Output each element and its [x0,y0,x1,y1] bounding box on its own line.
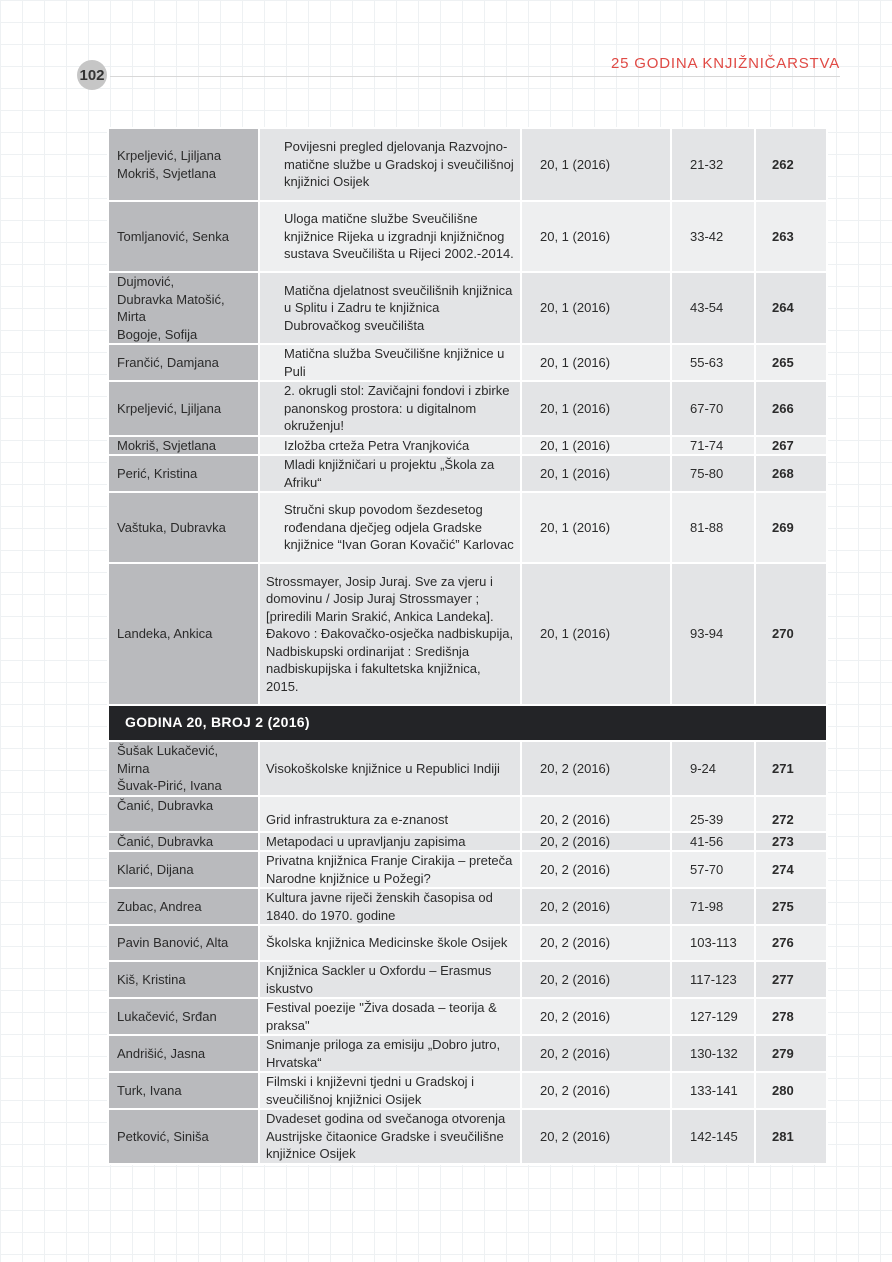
pages-cell: 127-129 [671,998,755,1035]
issue-cell: 20, 1 (2016) [521,455,671,492]
entry-number-cell: 269 [755,492,827,563]
title-cell: Visokoškolske knjižnice u Republici Indiji [259,741,521,796]
author-text: Perić, Kristina [117,465,198,481]
entry-number-cell: 265 [755,344,827,381]
entry-number-cell: 270 [755,563,827,705]
entry-number-cell: 266 [755,381,827,436]
author-text: Andrišić, Jasna [117,1045,206,1061]
issue-cell: 20, 1 (2016) [521,492,671,563]
section-heading-row [108,705,827,741]
author-text: Pavin Banović, Alta [117,935,229,951]
table-row [108,741,827,796]
issue-cell: 20, 2 (2016) [521,1035,671,1072]
author-cell [108,925,259,961]
author-text: Krpeljević, Ljiljana Mokriš, Svjetlana [117,148,222,181]
author-cell [108,961,259,998]
author-text: Klarić, Dijana [117,861,194,877]
pages-cell: 67-70 [671,381,755,436]
table-row [108,381,827,436]
title-cell: Izložba crteža Petra Vranjkovića [259,436,521,456]
table-row [108,272,827,344]
entry-number-cell: 267 [755,436,827,456]
bibliography-table [107,127,828,1165]
author-cell [108,128,259,201]
pages-cell: 93-94 [671,563,755,705]
table-row [108,1072,827,1109]
issue-cell: 20, 2 (2016) [521,888,671,925]
pages-cell: 33-42 [671,201,755,272]
author-cell [108,381,259,436]
table-row [108,436,827,456]
entry-number-cell: 281 [755,1109,827,1164]
entry-number-cell: 275 [755,888,827,925]
table-row [108,1035,827,1072]
author-cell [108,455,259,492]
title-cell: Metapodaci u upravljanju zapisima [259,832,521,852]
title-cell [259,563,521,705]
issue-cell: 20, 2 (2016) [521,998,671,1035]
pages-cell: 130-132 [671,1035,755,1072]
author-text: Frančić, Damjana [117,354,219,370]
pages-cell: 25-39 [671,796,755,832]
author-cell [108,492,259,563]
pages-cell: 55-63 [671,344,755,381]
author-cell [108,1109,259,1164]
pages-cell: 71-74 [671,436,755,456]
issue-cell: 20, 1 (2016) [521,201,671,272]
author-cell [108,851,259,888]
author-text: Mokriš, Svjetlana [117,437,216,453]
author-cell [108,563,259,705]
entry-number-cell: 264 [755,272,827,344]
author-text: Turk, Ivana [117,1082,182,1098]
issue-cell: 20, 2 (2016) [521,851,671,888]
entry-number-cell: 274 [755,851,827,888]
title-cell: Školska knjižnica Medicinske škole Osijek [259,925,521,961]
entry-number-cell: 262 [755,128,827,201]
author-text: Čanić, Dubravka [117,797,214,813]
author-cell [108,344,259,381]
pages-cell: 43-54 [671,272,755,344]
title-cell: Mladi knjižničari u projektu „Škola za Afriku“ [259,455,521,492]
author-cell [108,888,259,925]
entry-number-cell: 271 [755,741,827,796]
title-text: Strossmayer, Josip Juraj. Sve za vjeru i domovinu / Josip Juraj Strossmayer ; [priredili Marin Srakić, Ankica Landeka]. Đakovo : Đakovačko-osječka nadbiskupija, Nadbiskupski ordinarijat : Središnja nadbiskupijska i fakultetska knjižnica, 2015. [266,573,514,694]
table-row [108,563,827,705]
table-row [108,998,827,1035]
author-cell [108,998,259,1035]
author-cell [108,741,259,796]
entry-number-cell: 263 [755,201,827,272]
section-heading: GODINA 20, BROJ 2 (2016) [108,705,827,741]
issue-cell: 20, 2 (2016) [521,796,671,832]
author-text: Vaštuka, Dubravka [117,519,226,535]
author-text: Dujmović, Dubravka Matošić, Mirta Bogoje, Sofija [117,274,225,342]
table-row [108,492,827,563]
author-text: Tomljanović, Senka [117,228,229,244]
table-row [108,1109,827,1164]
table-row [108,851,827,888]
issue-cell: 20, 1 (2016) [521,436,671,456]
issue-cell: 20, 1 (2016) [521,128,671,201]
title-cell: Dvadeset godina od svečanoga otvorenja Austrijske čitaonice Gradske i sveučilišne knjižnice Osijek [259,1109,521,1164]
page-number-badge: 102 [77,60,107,90]
author-cell [108,1072,259,1109]
pages-cell: 133-141 [671,1072,755,1109]
pages-cell: 81-88 [671,492,755,563]
pages-cell: 71-98 [671,888,755,925]
title-cell: Privatna knjižnica Franje Cirakija – preteča Narodne knjižnice u Požegi? [259,851,521,888]
author-cell [108,796,259,832]
pages-cell: 142-145 [671,1109,755,1164]
table-row [108,961,827,998]
issue-cell: 20, 1 (2016) [521,563,671,705]
author-text: Lukačević, Srđan [117,1008,217,1024]
title-cell: Snimanje priloga za emisiju „Dobro jutro, Hrvatska“ [259,1035,521,1072]
table-row [108,455,827,492]
author-text: Čanić, Dubravka [117,833,214,849]
entry-number-cell: 273 [755,832,827,852]
title-cell: Uloga matične službe Sveučilišne knjižnice Rijeka u izgradnji knjižničnog sustava Sveučilišta u Rijeci 2002.-2014. [259,201,521,272]
pages-cell: 9-24 [671,741,755,796]
entry-number-cell: 278 [755,998,827,1035]
author-text: Kiš, Kristina [117,971,186,987]
title-cell: Grid infrastruktura za e-znanost [259,796,521,832]
title-cell: Festival poezije "Živa dosada – teorija & praksa" [259,998,521,1035]
issue-cell: 20, 2 (2016) [521,1072,671,1109]
title-cell: Knjižnica Sackler u Oxfordu – Erasmus iskustvo [259,961,521,998]
title-cell: 2. okrugli stol: Zavičajni fondovi i zbirke panonskog prostora: u digitalnom okruženju! [259,381,521,436]
table-row [108,925,827,961]
title-cell: Povijesni pregled djelovanja Razvojno-matične službe u Gradskoj i sveučilišnoj knjižnici Osijek [259,128,521,201]
pages-cell: 103-113 [671,925,755,961]
issue-cell: 20, 1 (2016) [521,381,671,436]
pages-cell: 57-70 [671,851,755,888]
title-cell: Filmski i književni tjedni u Gradskoj i sveučilišnoj knjižnici Osijek [259,1072,521,1109]
author-cell [108,832,259,852]
table-row [108,796,827,832]
title-cell: Matična služba Sveučilišne knjižnice u Puli [259,344,521,381]
issue-cell: 20, 2 (2016) [521,925,671,961]
entry-number-cell: 276 [755,925,827,961]
author-text: Krpeljević, Ljiljana [117,400,222,416]
entry-number-cell: 272 [755,796,827,832]
issue-cell: 20, 2 (2016) [521,832,671,852]
title-cell: Stručni skup povodom šezdesetog rođendana dječjeg odjela Gradske knjižnice “Ivan Goran Kovačić” Karlovac [259,492,521,563]
author-cell [108,272,259,344]
author-cell [108,436,259,456]
author-text: Zubac, Andrea [117,898,202,914]
running-title: 25 GODINA KNJIŽNIČARSTVA [611,55,840,72]
author-text: Landeka, Ankica [117,626,213,642]
pages-cell: 41-56 [671,832,755,852]
pages-cell: 75-80 [671,455,755,492]
author-cell [108,201,259,272]
entry-number-cell: 279 [755,1035,827,1072]
entry-number-cell: 277 [755,961,827,998]
entry-number-cell: 280 [755,1072,827,1109]
issue-cell: 20, 2 (2016) [521,741,671,796]
issue-cell: 20, 1 (2016) [521,272,671,344]
table-row [108,344,827,381]
title-cell: Matična djelatnost sveučilišnih knjižnica u Splitu i Zadru te knjižnica Dubrovačkog sveučilišta [259,272,521,344]
table-row [108,201,827,272]
issue-cell: 20, 2 (2016) [521,1109,671,1164]
author-text: Petković, Siniša [117,1128,209,1144]
title-cell: Kultura javne riječi ženskih časopisa od 1840. do 1970. godine [259,888,521,925]
pages-cell: 117-123 [671,961,755,998]
table-row [108,832,827,852]
author-cell [108,1035,259,1072]
issue-cell: 20, 1 (2016) [521,344,671,381]
header-divider [110,76,840,77]
issue-cell: 20, 2 (2016) [521,961,671,998]
entry-number-cell: 268 [755,455,827,492]
table-row [108,888,827,925]
table-row [108,128,827,201]
pages-cell: 21-32 [671,128,755,201]
author-text: Šušak Lukačević, Mirna Šuvak-Pirić, Ivana [117,743,222,793]
